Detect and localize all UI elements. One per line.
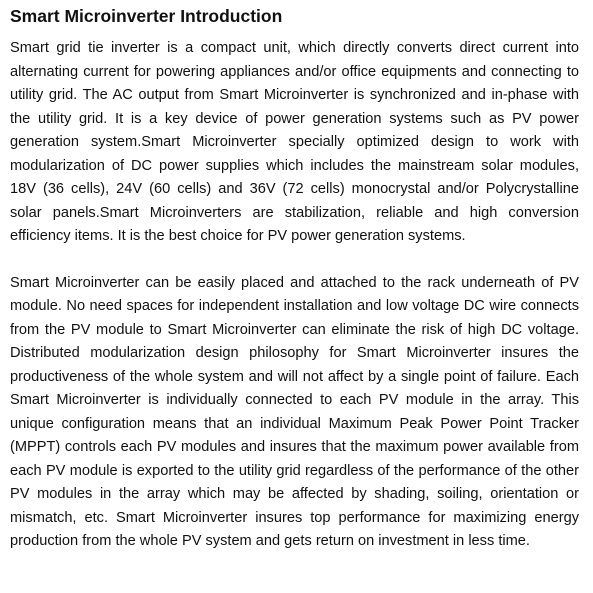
paragraph-installation: Smart Microinverter can be easily placed and attached to the rack underneath of PV module. No need spaces for independent installation and low voltage DC wire connects from the PV module to Smart Microinverter can eliminate the risk of high DC voltage. Distributed modularization design philosophy for Smart Microinverter insures the productiveness of the whole system and will not affect by a single point of failure. Each Smart Microinverter is individually connected to each PV module in the array. This unique configuration means that an individual Maximum Peak Power Point Tracker (MPPT) controls each PV modules and insures that the maximum power available from each PV module is exported to the utility grid regardless of the performance of the other PV modules in the array which may be affected by shading, soiling, orientation or mismatch, etc. Smart Microinverter insures top performance for maximizing energy production from the whole PV system and gets return on investment in less time. — [10, 274, 579, 549]
paragraph-intro: Smart grid tie inverter is a compact unit, which directly converts direct current into alternating current for powering appliances and/or office equipments and connecting to utility grid. The AC output from Smart Microinverter is synchronized and in-phase with the utility grid. It is a key device of power generation systems such as PV power generation system.Smart Microinverter specially optimized design to work with modularization of DC power supplies which includes the mainstream solar modules, 18V (36 cells), 24V (60 cells) and 36V (72 cells) monocrystal and/or Polycrystalline solar panels.Smart Microinverters are stabilization, reliable and high conversion efficiency items. It is the best choice for PV power generation systems. — [10, 40, 579, 244]
page-title: Smart Microinverter Introduction — [10, 6, 283, 26]
document — [10, 5, 579, 554]
